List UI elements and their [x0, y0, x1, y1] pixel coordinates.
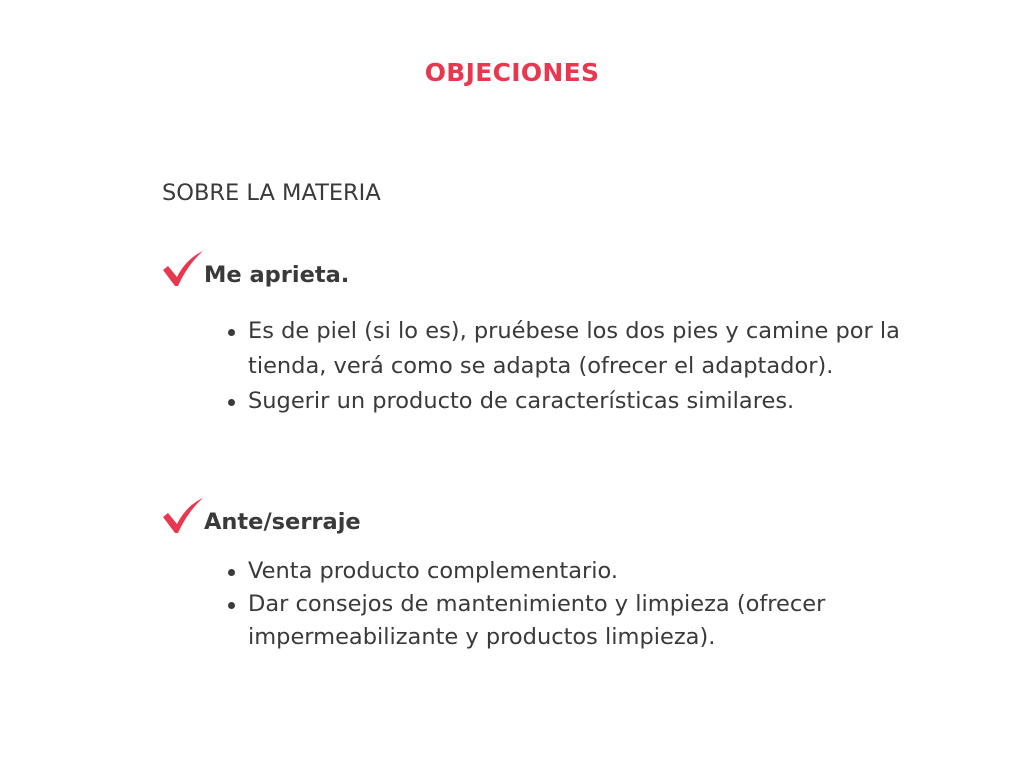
- list-item-text: Venta producto complementario.: [248, 558, 619, 584]
- objection-title: Me aprieta.: [204, 262, 350, 288]
- page-title: OBJECIONES: [424, 58, 600, 87]
- section-heading: SOBRE LA MATERIA: [162, 180, 381, 206]
- bullet-icon: [228, 399, 235, 406]
- list-item: [226, 588, 902, 654]
- objection-section-ante-serraje: [162, 495, 902, 654]
- list-item: [226, 555, 902, 588]
- response-list: [226, 555, 902, 654]
- bullet-icon: [228, 569, 235, 576]
- list-item-text: Es de piel (si lo es), pruébese los dos pies y camine por la tienda, verá como se adapta (ofrecer el adaptador).: [248, 318, 900, 379]
- objection-title: Ante/serraje: [204, 509, 361, 535]
- list-item-text: Dar consejos de mantenimiento y limpieza (ofrecer impermeabilizante y productos limpieza).: [248, 591, 826, 650]
- bullet-icon: [228, 602, 235, 609]
- checkmark-icon: [162, 497, 204, 535]
- bullet-icon: [228, 329, 235, 336]
- response-list: [226, 314, 902, 419]
- objection-header: [162, 495, 902, 535]
- checkmark-icon: [162, 250, 204, 288]
- list-item: [226, 384, 902, 419]
- list-item-text: Sugerir un producto de características similares.: [248, 388, 795, 414]
- objection-header: [162, 248, 902, 288]
- list-item: [226, 314, 902, 384]
- objection-section-me-aprieta: [162, 248, 902, 419]
